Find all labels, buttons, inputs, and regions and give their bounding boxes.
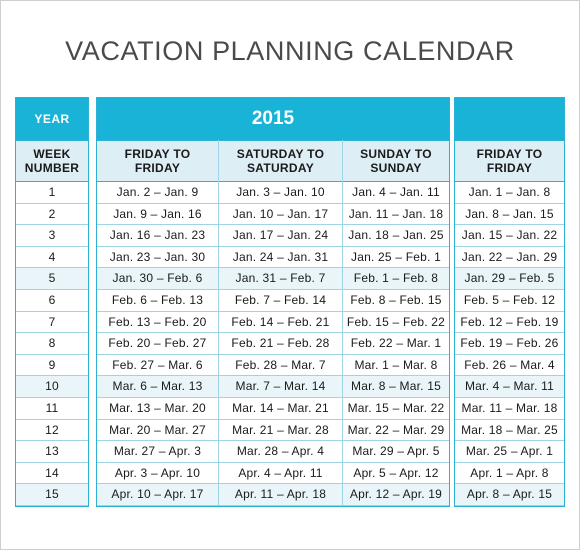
week-number-cell: 11 [45,400,59,415]
table-row [455,268,564,290]
table-row [455,312,564,334]
saturday-to-saturday-cell: Feb. 21 – Feb. 28 [219,333,343,354]
friday-to-friday-2-cell: Feb. 12 – Feb. 19 [460,314,559,329]
table-row [16,312,88,334]
week-column-group [15,97,89,507]
table-row [455,463,564,485]
header-friday-to-friday-2-label: FRIDAY TO FRIDAY [476,147,543,175]
friday-to-friday-cell: Feb. 6 – Feb. 13 [97,290,219,311]
table-row [455,204,564,226]
friday-to-friday-cell: Mar. 20 – Mar. 27 [97,420,219,441]
table-row [16,484,88,506]
friday-to-friday-cell: Jan. 9 – Jan. 16 [97,204,219,225]
table-row [16,398,88,420]
saturday-to-saturday-cell: Apr. 11 – Apr. 18 [219,484,343,505]
table-row [455,376,564,398]
table-row [455,398,564,420]
header-friday-to-friday: FRIDAY TO FRIDAY [97,140,219,182]
table-row [16,355,88,377]
sunday-to-sunday-cell: Mar. 1 – Mar. 8 [354,357,438,372]
table-row [16,225,88,247]
sunday-to-sunday-cell: Feb. 8 – Feb. 15 [350,292,442,307]
table-row [16,182,88,204]
table-row [455,290,564,312]
next-year-header [455,98,564,140]
friday-to-friday-2-cell: Apr. 1 – Apr. 8 [470,465,549,480]
friday-to-friday-cell: Jan. 30 – Feb. 6 [97,268,219,289]
friday-to-friday-cell: Apr. 3 – Apr. 10 [97,463,219,484]
saturday-to-saturday-cell: Feb. 28 – Mar. 7 [219,355,343,376]
saturday-to-saturday-cell: Mar. 14 – Mar. 21 [219,398,343,419]
table-row [97,463,449,485]
saturday-to-saturday-cell: Jan. 24 – Jan. 31 [219,247,343,268]
table-row [97,312,449,334]
sunday-to-sunday-cell: Mar. 22 – Mar. 29 [347,422,445,437]
sunday-to-sunday-cell: Jan. 25 – Feb. 1 [351,249,441,264]
sunday-to-sunday-cell: Feb. 22 – Mar. 1 [350,336,442,351]
friday-to-friday-2-cell: Apr. 8 – Apr. 15 [466,487,553,502]
week-number-cell: 12 [45,422,59,437]
table-row [97,204,449,226]
table-row [16,376,88,398]
table-row [455,441,564,463]
saturday-to-saturday-cell: Jan. 31 – Feb. 7 [219,268,343,289]
friday-to-friday-2-cell: Jan. 22 – Jan. 29 [461,249,558,264]
friday-to-friday-2-cell: Feb. 26 – Mar. 4 [464,357,555,372]
table-row [455,182,564,204]
week-number-cell: 4 [48,249,56,264]
page-title: VACATION PLANNING CALENDAR [65,36,515,66]
table-row [455,355,564,377]
sunday-to-sunday-cell: Mar. 8 – Mar. 15 [351,379,441,394]
header-friday-to-friday-2 [455,140,564,182]
sunday-to-sunday-cell: Feb. 1 – Feb. 8 [353,271,439,286]
friday-to-friday-cell: Feb. 20 – Feb. 27 [97,333,219,354]
table-row [16,420,88,442]
table-row [97,247,449,269]
friday-to-friday-2-cell: Feb. 19 – Feb. 26 [460,336,559,351]
saturday-to-saturday-cell: Jan. 3 – Jan. 10 [219,182,343,203]
year-2015-rows [97,182,449,506]
friday-to-friday-2-cell: Jan. 8 – Jan. 15 [465,206,554,221]
table-row [16,333,88,355]
friday-to-friday-2-cell: Mar. 25 – Apr. 1 [465,444,554,459]
table-row [97,398,449,420]
friday-to-friday-cell: Mar. 6 – Mar. 13 [97,376,219,397]
table-row [455,484,564,506]
table-row [97,376,449,398]
friday-to-friday-cell: Mar. 27 – Apr. 3 [97,441,219,462]
table-row [16,463,88,485]
sunday-to-sunday-cell: Jan. 11 – Jan. 18 [348,206,444,221]
day-range-headers [97,140,449,182]
table-row [97,484,449,506]
table-row [16,204,88,226]
table-row [97,355,449,377]
week-number-cell: 1 [48,185,56,199]
saturday-to-saturday-cell: Feb. 14 – Feb. 21 [219,312,343,333]
table-row [455,225,564,247]
friday-to-friday-cell: Feb. 13 – Feb. 20 [97,312,219,333]
week-number-cell: 6 [48,292,56,307]
year-header: YEAR [16,98,88,140]
friday-to-friday-2-cell: Mar. 11 – Mar. 18 [461,400,558,415]
table-row [97,420,449,442]
week-number-label: WEEK NUMBER [24,147,80,175]
saturday-to-saturday-cell: Feb. 7 – Feb. 14 [219,290,343,311]
week-number-cell: 5 [48,271,56,286]
sunday-to-sunday-cell: Jan. 4 – Jan. 11 [352,185,440,199]
friday-to-friday-2-cell: Mar. 18 – Mar. 25 [461,422,558,437]
saturday-to-saturday-cell: Mar. 7 – Mar. 14 [219,376,343,397]
table-row [97,225,449,247]
friday-to-friday-cell: Mar. 13 – Mar. 20 [97,398,219,419]
friday-to-friday-2-cell: Mar. 4 – Mar. 11 [464,379,555,394]
sunday-to-sunday-cell: Apr. 5 – Apr. 12 [353,465,439,480]
week-number-cell: 3 [48,228,56,243]
table-row [16,268,88,290]
saturday-to-saturday-cell: Mar. 28 – Apr. 4 [219,441,343,462]
table-row [16,247,88,269]
week-rows [16,182,88,506]
week-number-cell: 8 [48,336,56,351]
friday-to-friday-cell: Jan. 16 – Jan. 23 [97,225,219,246]
sunday-to-sunday-cell: Mar. 29 – Apr. 5 [352,444,440,459]
table-row [97,290,449,312]
week-number-cell: 2 [48,206,56,221]
header-saturday-to-saturday: SATURDAY TO SATURDAY [219,140,343,182]
week-number-header [16,140,88,182]
table-row [455,420,564,442]
header-sunday-to-sunday: SUNDAY TO SUNDAY [360,147,432,175]
week-number-cell: 9 [48,357,56,372]
friday-to-friday-cell: Feb. 27 – Mar. 6 [97,355,219,376]
week-number-cell: 10 [45,379,59,394]
sunday-to-sunday-cell: Feb. 15 – Feb. 22 [346,314,446,329]
week-number-cell: 13 [45,444,59,459]
table-row [97,333,449,355]
table-row [16,290,88,312]
friday-to-friday-2-cell: Jan. 1 – Jan. 8 [468,185,551,199]
year-2015-header: 2015 [97,98,449,140]
saturday-to-saturday-cell: Jan. 10 – Jan. 17 [219,204,343,225]
table-row [455,333,564,355]
next-year-rows [455,182,564,506]
friday-to-friday-2-cell: Feb. 5 – Feb. 12 [463,292,556,307]
table-row [97,182,449,204]
sunday-to-sunday-cell: Apr. 12 – Apr. 19 [349,487,443,502]
friday-to-friday-cell: Apr. 10 – Apr. 17 [97,484,219,505]
week-number-cell: 15 [45,487,59,502]
year-2015-group [96,97,450,507]
saturday-to-saturday-cell: Apr. 4 – Apr. 11 [219,463,343,484]
sunday-to-sunday-cell: Jan. 18 – Jan. 25 [348,228,444,243]
table-row [455,247,564,269]
sunday-to-sunday-cell: Mar. 15 – Mar. 22 [347,400,445,415]
week-number-cell: 14 [45,465,59,480]
next-year-group [454,97,565,507]
table-row [97,441,449,463]
friday-to-friday-2-cell: Jan. 29 – Feb. 5 [464,271,555,286]
week-number-cell: 7 [48,314,56,329]
saturday-to-saturday-cell: Mar. 21 – Mar. 28 [219,420,343,441]
saturday-to-saturday-cell: Jan. 17 – Jan. 24 [219,225,343,246]
table-row [97,268,449,290]
friday-to-friday-2-cell: Jan. 15 – Jan. 22 [461,228,558,243]
table-row [16,441,88,463]
friday-to-friday-cell: Jan. 23 – Jan. 30 [97,247,219,268]
friday-to-friday-cell: Jan. 2 – Jan. 9 [97,182,219,203]
